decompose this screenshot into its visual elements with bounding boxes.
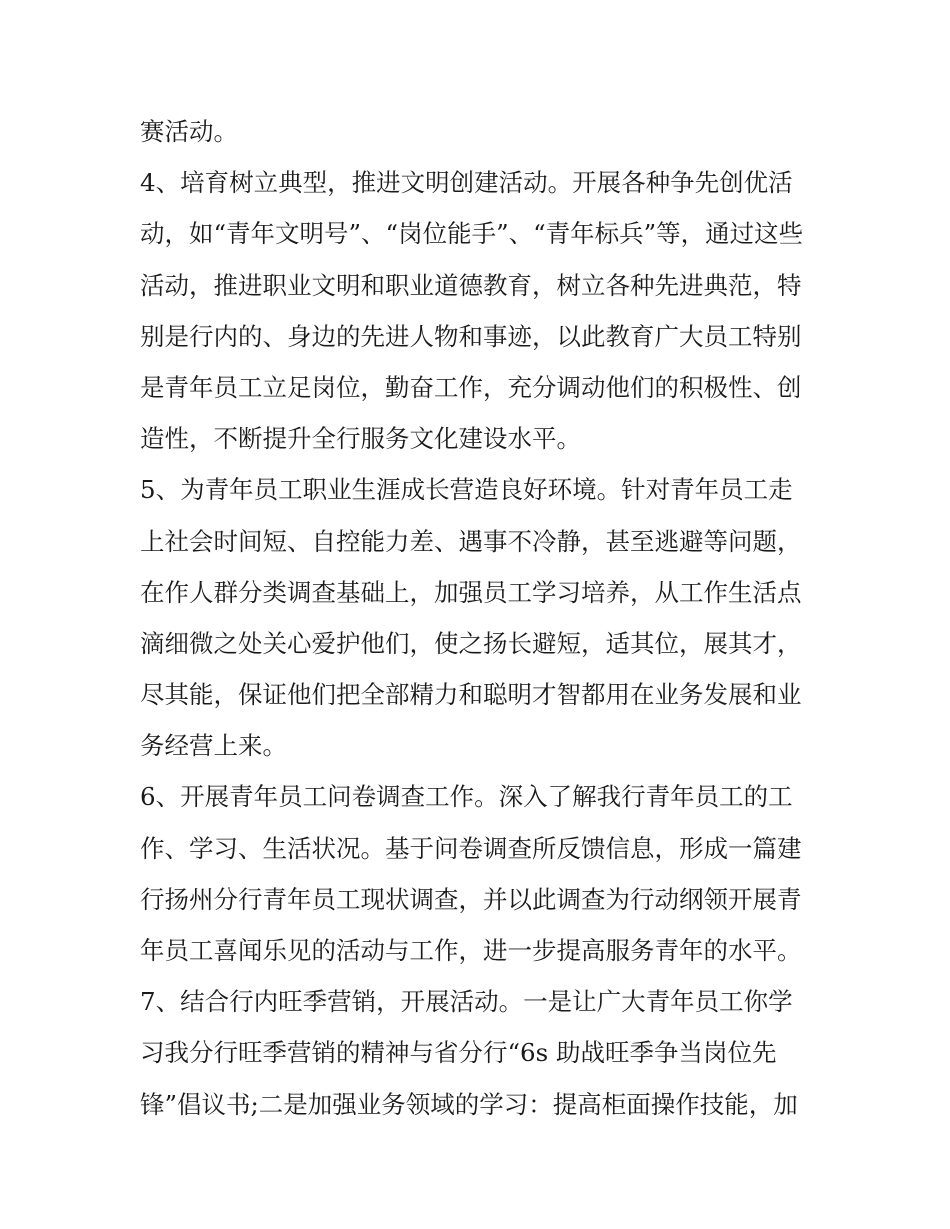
text-line: 在作人群分类调查基础上，加强员工学习培养，从工作生活点: [140, 577, 802, 607]
text-line: 行扬州分行青年员工现状调查，并以此调查为行动纲领开展青: [140, 884, 802, 914]
text-line: 习我分行旺季营销的精神与省分行“6s 助战旺季争当岗位先: [140, 1038, 777, 1068]
text-line: 动，如“青年文明号”、“岗位能手”、“青年标兵”等，通过这些: [140, 219, 804, 249]
text-line: 尽其能，保证他们把全部精力和聪明才智都用在业务发展和业: [140, 680, 802, 710]
text-line: 造性，不断提升全行服务文化建设水平。: [140, 424, 581, 454]
text-line: 活动，推进职业文明和职业道德教育，树立各种先进典范，特: [140, 270, 802, 300]
text-line: 锋”倡议书;二是加强业务领域的学习：提高柜面操作技能，加: [140, 1089, 798, 1119]
text-line: 别是行内的、身边的先进人物和事迹，以此教育广大员工特别: [140, 321, 802, 351]
text-line: 是青年员工立足岗位，勤奋工作，充分调动他们的积极性、创: [140, 372, 802, 402]
text-line: 5、为青年员工职业生涯成长营造良好环境。针对青年员工走: [140, 475, 793, 505]
text-line: 滴细微之处关心爱护他们，使之扬长避短，适其位，展其才，: [140, 628, 802, 658]
text-line: 务经营上来。: [140, 731, 287, 761]
text-line: 赛活动。: [140, 117, 238, 146]
document-body: [140, 106, 820, 1130]
text-line: 上社会时间短、自控能力差、遇事不冷静，甚至逃避等问题，: [140, 526, 802, 556]
text-line: 年员工喜闻乐见的活动与工作，进一步提高服务青年的水平。: [140, 936, 802, 965]
text-line: 7、结合行内旺季营销，开展活动。一是让广大青年员工你学: [140, 987, 793, 1017]
text-line: 作、学习、生活状况。基于问卷调查所反馈信息，形成一篇建: [140, 833, 802, 863]
text-line: 6、开展青年员工问卷调查工作。深入了解我行青年员工的工: [140, 782, 793, 812]
text-line: 4、培育树立典型，推进文明创建活动。开展各种争先创优活: [140, 168, 793, 198]
